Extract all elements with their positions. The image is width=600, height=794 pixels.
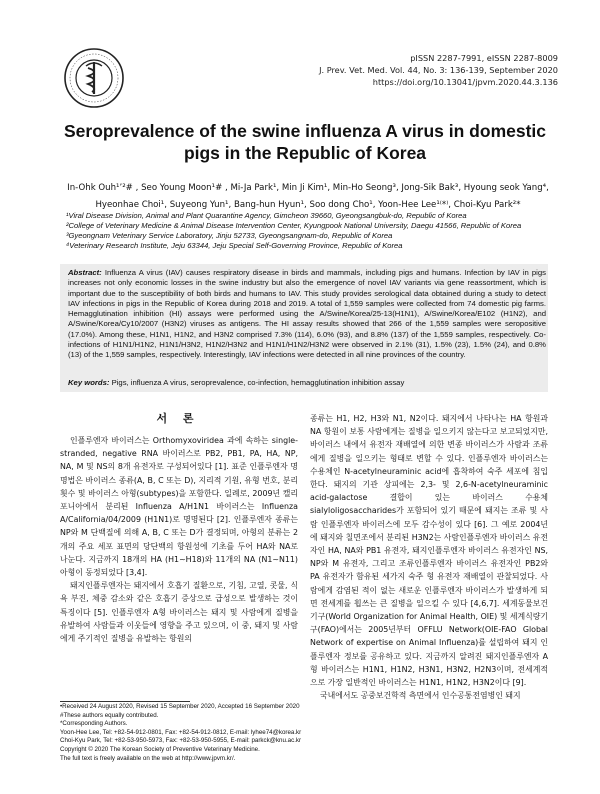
affiliation-2: ²College of Veterinary Medicine & Animal Disease Intervention Center, Kyungpook National University, Daegu 41566, Republic of Korea: [66, 221, 522, 230]
affiliations: [66, 211, 586, 251]
author-line-1: In-Ohk Ouh¹ʼ²# , Seo Young Moon¹# , Mi-Ja Park¹, Min Ji Kim¹, Min-Ho Seong³, Jong-Sik Bak³, Hyoung seok Yang⁴,: [67, 183, 549, 193]
footnote-divider: [60, 701, 190, 702]
footnote-received: •Received 24 August 2020, Revised 15 September 2020, Accepted 16 September 2020: [60, 703, 300, 710]
section-title-introduction: 서 론: [156, 412, 200, 425]
abstract: [68, 268, 546, 361]
right-column: [310, 412, 548, 702]
citation: J. Prev. Vet. Med. Vol. 44, No. 3: 136-139, September 2020: [319, 65, 558, 75]
left-column: [60, 434, 298, 645]
footnote-web: The full text is freely available on the web at http://www.jpvm.kr/.: [60, 754, 236, 762]
footnote-contact-park: Choi-Kyu Park, Tel: +82-53-950-5973, Fax: +82-53-950-5955, E-mail: parkck@knu.ac.kr: [60, 737, 302, 745]
author-list: [48, 180, 568, 214]
author-line-2: Hyeonhae Choi¹, Suyeong Yun¹, Bang-hun Hyun¹, Soo dong Cho¹, Yoon-Hee Lee¹⁽*⁾, Choi-Kyu Park²*: [95, 200, 521, 210]
affiliation-3: ³Gyeongnam Veterinary Service Laboratory, Jinju 52733, Gyeongsangnam-do, Republic of Korea: [66, 231, 393, 240]
keywords-label: Key words:: [68, 378, 110, 387]
footnote-corresponding: *Corresponding Authors.: [60, 720, 128, 728]
paper-title: Seroprevalence of the swine influenza A virus in domestic pigs in the Republic of Korea: [63, 121, 547, 163]
issn: pISSN 2287-7991, eISSN 2287-8009: [410, 53, 558, 63]
abstract-label: Abstract:: [68, 268, 102, 277]
footnotes: [60, 703, 300, 763]
footnote-contact-lee: Yoon-Hee Lee, Tel: +82-54-912-0801, Fax: +82-54-912-0812, E-mail: lyhee74@korea.kr: [60, 728, 302, 736]
journal-info: [258, 52, 558, 88]
footnote-equal-contribution: #These authors equally contributed.: [60, 711, 159, 719]
left-paragraph-2: 돼지인플루엔자는 돼지에서 호흡기 질환으로, 기침, 고열, 콧물, 식욕 부진, 체중 감소와 같은 호흡기 증상으로 급성으로 발생하는 것이 특징이다 [5]. 인플루엔자 A형 바이러스는 돼지 및 사람에게 질병을 유발하여 사람들과 이웃들에 영향을 주고 있으며, 이 중, 돼지 및 사람에게 주기적인 질병을 유발하는 항원의: [60, 581, 298, 644]
abstract-text: Influenza A virus (IAV) causes respiratory disease in birds and mammals, including pigs and humans. Infection by IAV in pigs increases not only economic losses in the swine industry but also the emergence of novel IAV variants via gene reassortment, which is important due to the susceptibility of both birds and humans to IAV. This study provides serological data obtained during a study to detect IAV infections in pigs in the Republic of Korea during 2018 and 2019. A total of 1,559 samples were collected from 74 domestic pig farms. Hemagglutination inhibition (HI) assays were performed using the A/Swine/Korea/25-13(H1N1), A/Swine/Korea/E102 (H1N2), and A/Swine/Korea/Cy10/2007 (H3N2) viruses as antigens. The HI assay results showed that 266 of the 1,559 samples were seropositive (17.0%). Among these, H1N1, H1N2, and H3N2 comprised 7.3% (114), 6.0% (93), and 8.8% (137) of the 1,559 samples, respectively. Co-infections of H1N1/H1N2, H1N1/H3N2, H1N2/H3N2 and H1N1/H1N2/H3N2 were observed in 2.1% (31), 1.5% (23), 1.5% (24), and 0.8% (13) of the 1,559 samples, respectively. Interestingly, IAV infections were detected in all nine provinces of the country.: [68, 268, 546, 360]
left-paragraph-1: 인플루엔자 바이러스는 Orthomyxoviridea 과에 속하는 single-stranded, negative RNA 바이러스로 PB2, PB1, PA, HA, NP, NA, M 및 NS의 8개 유전자로 구성되어있다 [1]. 표준 인플루엔자 명명법은 바이러스 종류(A, B, C 또는 D), 지리적 기원, 유형 번호, 분리 횟수 및 바이러스 아형(subtypes)을 포함한다. 일례로, 2009년 캘리포니아에서 분리된 Influenza A/H1N1 바이러스는 Influenza A/California/04/2009 (H1N1)로 명명된다 [2]. 인플루엔자 종류는 NP와 M 단백질에 의해 A, B, C 또는 D가 결정되며, 아형의 분류는 2개의 주요 세포 표면의 당단백의 항원성에 기초를 두어 HA와 NA로 나눈다. 지금까지 18개의 HA (H1~H18)와 11개의 NA (N1~N11) 아형이 동정되었다 [3,4].: [60, 436, 298, 578]
society-seal-logo: [64, 48, 124, 108]
keywords-text: Pigs, influenza A virus, seroprevalence, co-infection, hemagglutination inhibition assay: [111, 378, 405, 387]
keywords: [68, 378, 546, 388]
right-paragraph-2: 국내에서도 공중보건학적 측면에서 인수공통전염병인 돼지: [320, 691, 521, 701]
affiliation-1: ¹Viral Disease Division, Animal and Plant Quarantine Agency, Gimcheon 39660, Gyeongsangbuk-do, Republic of Korea: [66, 211, 467, 220]
doi-link[interactable]: https://doi.org/10.13041/jpvm.2020.44.3.136: [372, 77, 558, 87]
right-paragraph-1: 종류는 H1, H2, H3와 N1, N2이다. 돼지에서 나타나는 HA 항원과 NA 항원이 보통 사람에게는 질병을 일으키지 않는다고 보고되었지만, 바이러스 내에서 유전자 재배열에 의한 변종 바이러스가 사람과 조류에게 질병을 일으키는 형태로 변할 수 있다. 인플루엔자 바이러스는 수용체인 N-acetylneuraminic acid에 흡착하여 숙주 세포에 침입한다. 돼지의 기관 상피에는 2,3- 및 2,6-N-acetylneuraminic acid-galactose 결합이 있는 바이러스 수용체 sialyloligosaccharides가 포함되어 있기 때문에 돼지는 조류 및 사람 인플루엔자 바이러스에 모두 감수성이 있다 [6]. 그 예로 2004년에 돼지와 칠면조에서 분리된 H3N2는 사람인플루엔자 바이러스 유전자인 HA, NA와 PB1 유전자, 돼지인플루엔자 바이러스 유전자인 NS, NP와 M 유전자, 그리고 조류인플루엔자 바이러스 유전자인 PB2와 PA 유전자가 함유된 세가지 숙주 형 유전자 재배열이 관찰되었다. 사람에게 감염된 적이 없는 새로운 인플루엔자 바이러스가 발생하게 되면 전세계를 휩쓰는 큰 질병을 일으킬 수 있다 [4,6,7]. 세계동물보건기구(World Organization for Animal Health, OIE) 및 세계식량기구(FAO)에서는 2005년부터 OFFLU Network(OIE-FAO Global Network of expertise on Animal Influenza)를 설립하여 돼지 인플루엔자 정보를 공유하고 있다. 지금까지 알려진 돼지인플루엔자 A형 바이러스는 H1N1, H1N2, H3N1, H3N2, H2N3이며, 전세계적으로 가장 일반적인 바이러스는 H1N1, H1N2, H3N2이다 [9].: [310, 414, 548, 688]
footnote-copyright: Copyright © 2020 The Korean Society of Preventive Veterinary Medicine.: [60, 745, 260, 753]
affiliation-4: ⁴Veterinary Research Institute, Jeju 63344, Jeju Special Self-Governing Province, Republic of Korea: [66, 241, 403, 250]
